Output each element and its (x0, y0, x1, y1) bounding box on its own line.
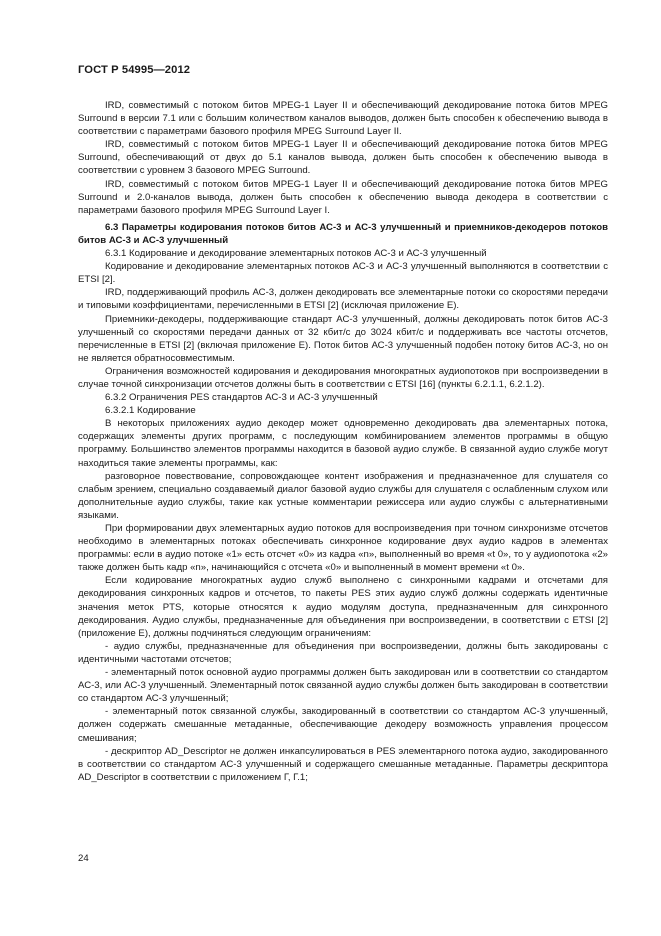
paragraph: IRD, совместимый с потоком битов MPEG-1 Layer II и обеспечивающий декодирование потока битов MPEG Surround и 2.0-каналов вывода, должен быть способен к обеспечению вывода декодера в соответствии с параметрами базового профиля MPEG Surround Layer I. (78, 178, 608, 216)
paragraph: В некоторых приложениях аудио декодер может одновременно декодировать два элементарных потока, содержащих элементы других программ, с последующим комбинированием элементов программы в общую программу. Большинство элементов программы находится в базовой аудио службе. В связанной аудио службе могут находиться такие элементы программы, как: (78, 418, 608, 469)
list-item: - дескриптор AD_Descriptor не должен инкапсулироваться в PES элементарного потока аудио, закодированного в соответствии со стандартом АС-3 улучшенный и содержащего смешанные метаданные. Параметры дескриптора AD_Descriptor в соответствии с приложением Г, Г.1; (78, 745, 608, 783)
subsection-heading: 6.3.1 Кодирование и декодирование элементарных потоков АС-3 и АС-3 улучшенный (105, 248, 487, 260)
paragraph: разговорное повествование, сопровождающее контент изображения и предназначенное для слушателя со слабым зрением, специально создаваемый диалог базовой аудио службы для слушателя с ослабленным слухом или дополнительные аудио службы, такие как устные комментарии режиссера или аудио службы с альтернативными языками. (78, 470, 608, 521)
document-body (78, 99, 608, 784)
paragraph: IRD, совместимый с потоком битов MPEG-1 Layer II и обеспечивающий декодирование потока битов MPEG Surround, обеспечивающий от двух до 5.1 каналов вывода, должен быть способен к обеспечению вывода в соответствии с уровнем 3 базового MPEG Surround. (78, 139, 608, 177)
subsection-heading: 6.3.2 Ограничения PES стандартов АС-3 и АС-3 улучшенный (105, 392, 378, 404)
paragraph: Ограничения возможностей кодирования и декодирования многократных аудиопотоков при воспроизведении в случае точной синхронизации отсчетов должны быть в соответствии с ETSI [16] (пункты 6.2.1.1, 6.2.1.2). (78, 365, 608, 390)
subsection-heading: 6.3.2.1 Кодирование (105, 405, 196, 417)
page-number: 24 (78, 853, 89, 864)
section-heading: 6.3 Параметры кодирования потоков битов АС-3 и АС-3 улучшенный и приемников-декодеров потоков битов АС-3 и АС-3 улучшенный (78, 221, 608, 246)
list-item: - элементарный поток основной аудио программы должен быть закодирован или в соответствии со стандартом АС-3, или АС-3 улучшенный. Элементарный поток связанной аудио службы должен быть закодирован в соответствии со стандартом АС-3 улучшенный; (78, 667, 608, 705)
list-item: - аудио службы, предназначенные для объединения при воспроизведении, должны быть закодированы с идентичными частотами отсчетов; (78, 640, 608, 665)
paragraph: При формировании двух элементарных аудио потоков для воспроизведения при точном синхронизме отсчетов необходимо в элементарных потоках обеспечивать синхронное кодирование двух аудио кадров в элементах программы: если в аудио потоке «1» есть отсчет «0» из кадра «n», выполненный во время «t 0», то у аудиопотока «2» также должен быть кадр «n», начинающийся с отсчета «0» и выполненный в момент времени «t 0». (78, 523, 608, 574)
list-item: - элементарный поток связанной службы, закодированный в соответствии со стандартом АС-3 улучшенный, должен содержать смешанные метаданные, обеспечивающие декодеру возможность управления процессом смешивания; (78, 706, 608, 744)
paragraph: Кодирование и декодирование элементарных потоков АС-3 и АС-3 улучшенный выполняются в соответствии с ETSI [2]. (78, 261, 608, 286)
paragraph: IRD, поддерживающий профиль АС-3, должен декодировать все элементарные потоки со скоростями передачи и типовыми коэффициентами, перечисленными в ETSI [2] (исключая приложение Е). (78, 287, 608, 312)
document-header: ГОСТ Р 54995—2012 (78, 64, 191, 76)
paragraph: IRD, совместимый с потоком битов MPEG-1 Layer II и обеспечивающий декодирование потока битов MPEG Surround в версии 7.1 или с большим количеством каналов выводов, должен быть способен к обеспечению вывода в соответствии с параметрами базового профиля MPEG Surround Layer II. (78, 100, 608, 138)
paragraph: Приемники-декодеры, поддерживающие стандарт АС-3 улучшенный, должны декодировать поток битов АС-3 улучшенный со скоростями передачи данных от 32 кбит/с до 3024 кбит/с и поддерживать все частоты отсчетов, перечисленные в ETSI [2] (включая приложение Е). Поток битов АС-3 улучшенный подобен потоку битов АС-3, но он не является обратносовместимым. (78, 313, 608, 364)
paragraph: Если кодирование многократных аудио служб выполнено с синхронными кадрами и отсчетами для декодирования синхронных кадров и отсчетов, то пакеты PES этих аудио служб должны содержать идентичные значения меток PTS, которые относятся к аудио модулям доступа, предназначенным для синхронного декодирования. Аудио службы, предназначенные для объединения при воспроизведении, в соответствии с ETSI [2] (приложение Е), должны подчиняться следующим ограничениям: (78, 575, 608, 639)
